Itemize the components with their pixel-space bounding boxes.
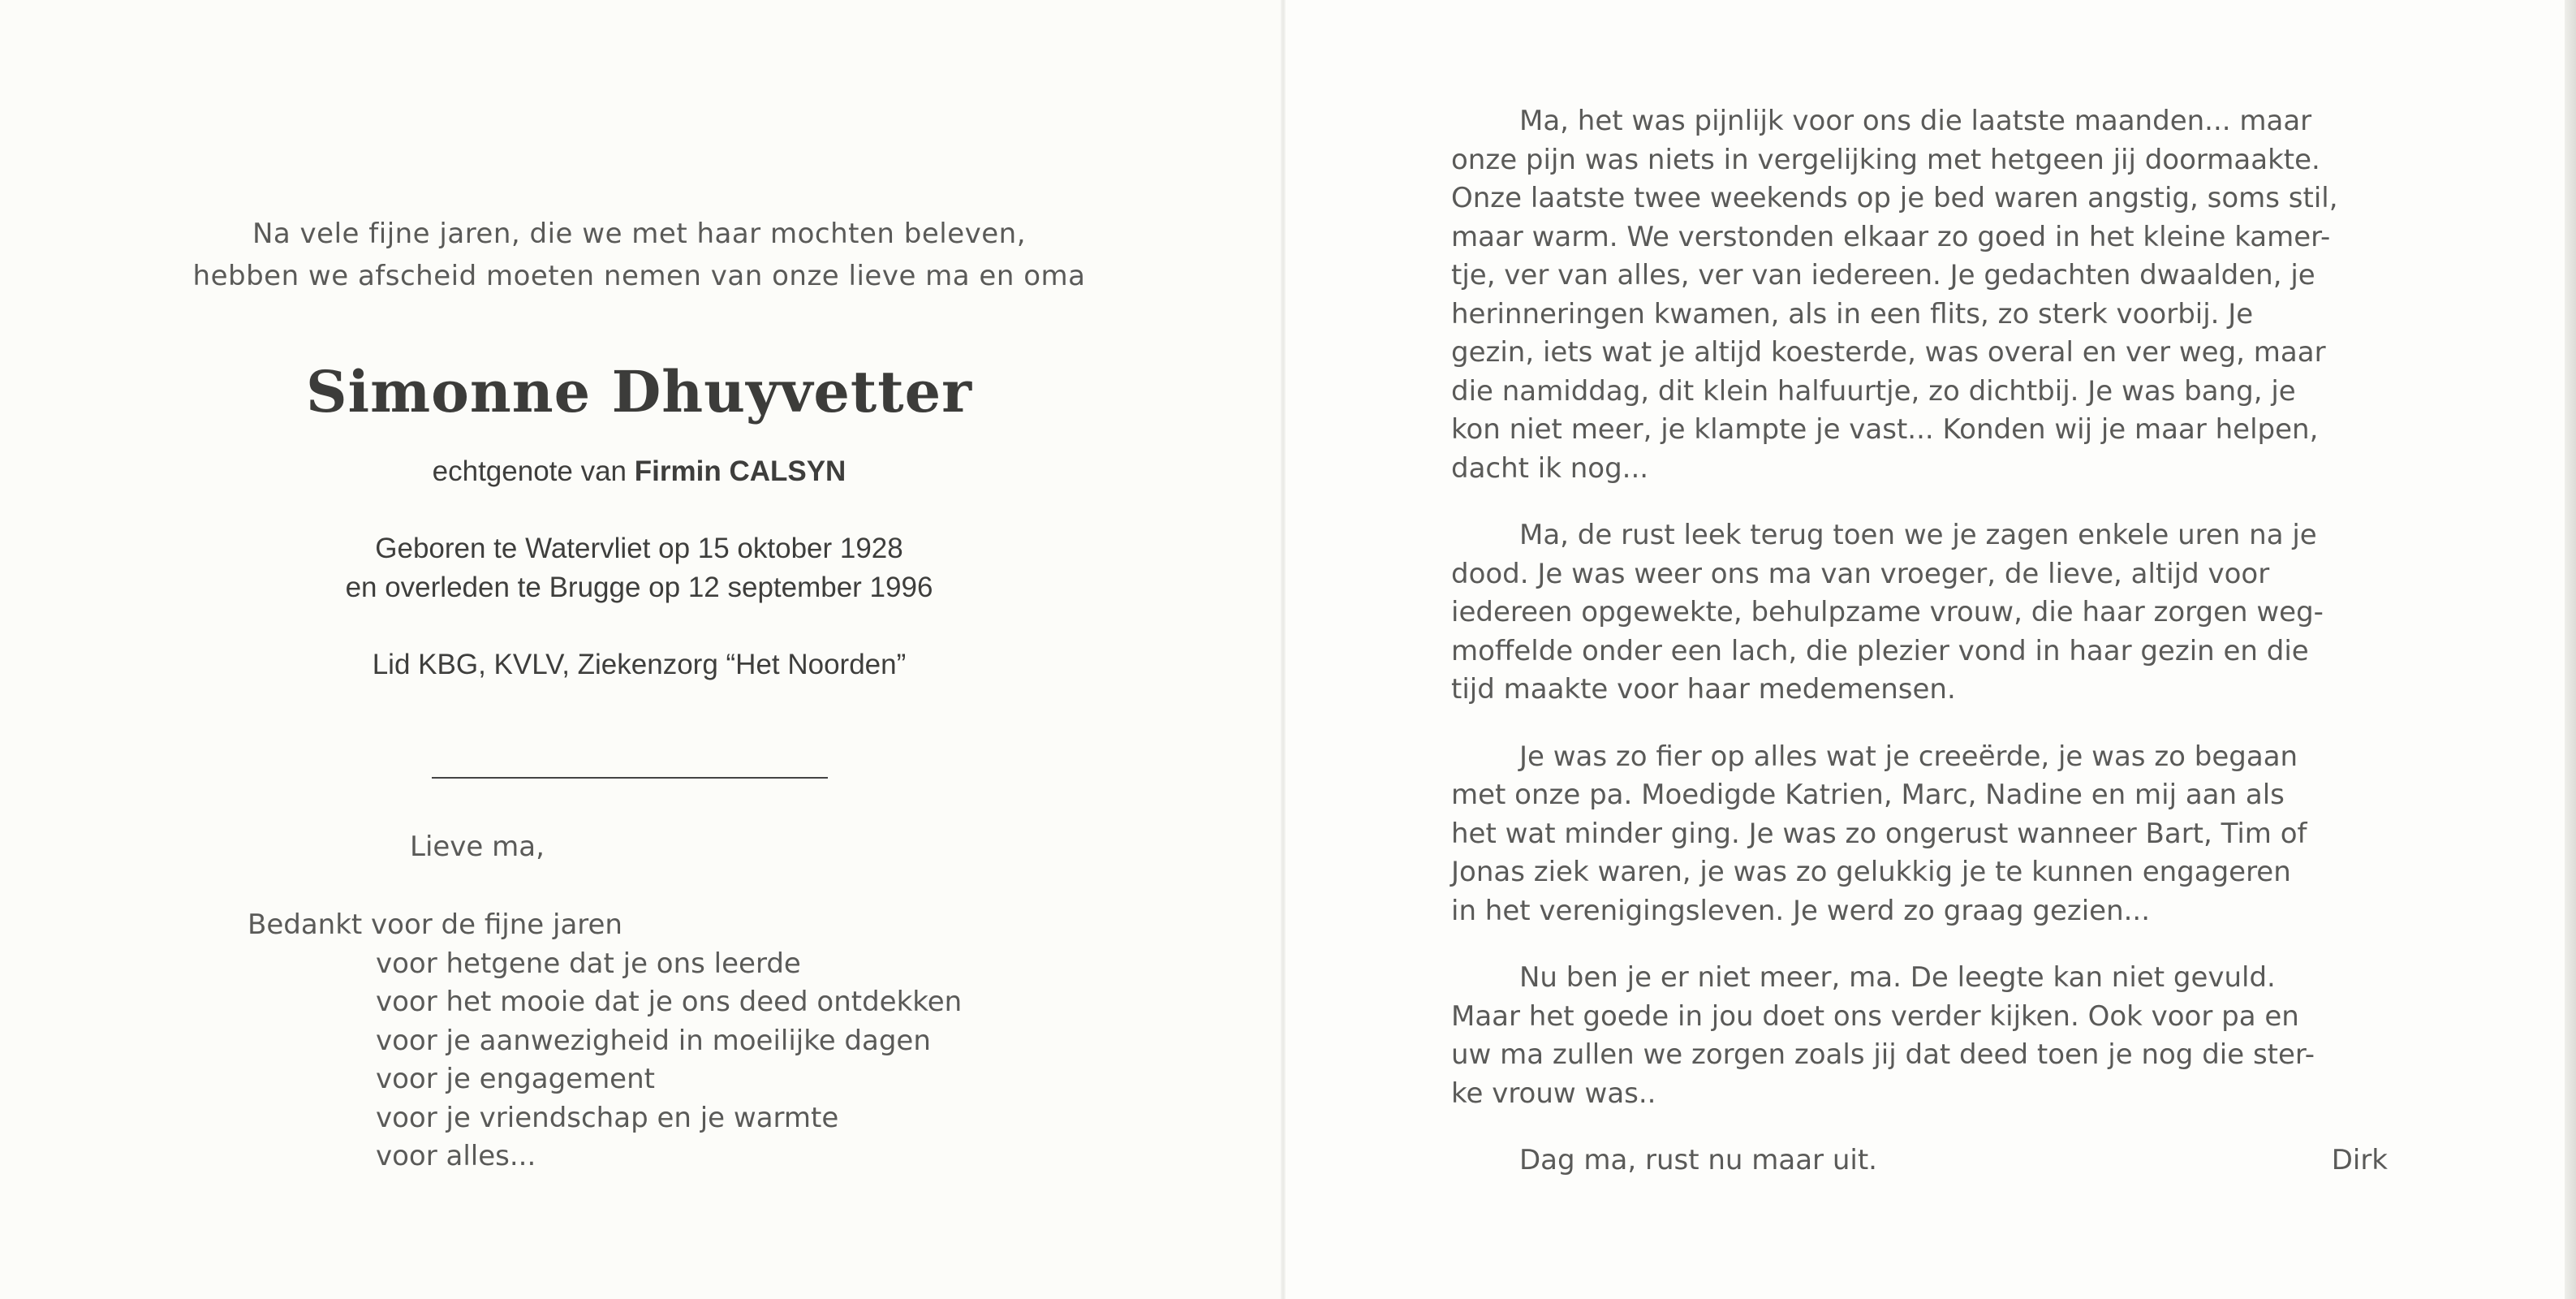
letter-line: het wat minder ging. Je was zo ongerust wanneer Bart, Tim of <box>1451 817 2307 850</box>
divider <box>432 777 828 779</box>
letter-line: moffelde onder een lach, die plezier vond in haar gezin en die <box>1451 634 2309 667</box>
intro-line: Na vele fijne jaren, die we met haar mochten beleven, <box>252 218 1027 250</box>
poem-greeting: Lieve ma, <box>410 831 545 863</box>
poem-line: voor het mooie dat je ons deed ontdekken <box>376 986 963 1018</box>
membership-line: Lid KBG, KVLV, Ziekenzorg “Het Noorden” <box>372 649 907 680</box>
letter-line: onze pijn was niets in vergelijking met hetgeen jij doormaakte. <box>1451 143 2320 176</box>
deceased-name: Simonne Dhuyvetter <box>305 358 973 425</box>
page-fold <box>1281 0 1286 1299</box>
letter-paragraph <box>1451 959 2388 1113</box>
closing-text: Dag ma, rust nu maar uit. <box>1519 1144 1877 1176</box>
poem-line: voor je vriendschap en je warmte <box>376 1101 839 1134</box>
letter-line: Nu ben je er niet meer, ma. De leegte kan niet gevuld. <box>1519 961 2276 994</box>
letter-line: herinneringen kwamen, als in een flits, zo sterk voorbij. Je <box>1451 297 2254 330</box>
letter-line: kon niet meer, je klampte je vast... Konden wij je maar helpen, <box>1451 413 2319 446</box>
letter-line: ke vrouw was.. <box>1451 1077 1656 1110</box>
poem-line: voor hetgene dat je ons leerde <box>376 947 801 980</box>
letter-line: iedereen opgewekte, behulpzame vrouw, die haar zorgen weg- <box>1451 596 2324 628</box>
letter-line: die namiddag, dit klein halfuurtje, zo dichtbij. Je was bang, je <box>1451 374 2296 408</box>
spouse-prefix: echtgenote van <box>432 455 627 487</box>
signature: Dirk <box>2331 1144 2388 1176</box>
poem-line: voor je engagement <box>376 1063 655 1095</box>
life-dates <box>130 529 1148 607</box>
spouse-line <box>130 451 1148 492</box>
intro-line: hebben we afscheid moeten nemen van onze lieve ma en oma <box>192 260 1086 292</box>
letter-line: dood. Je was weer ons ma van vroeger, de lieve, altijd voor <box>1451 557 2270 590</box>
death-line: en overleden te Brugge op 12 september 1996 <box>345 572 933 603</box>
letter-line: Je was zo fier op alles wat je creeërde, je was zo begaan <box>1519 740 2298 773</box>
letter-line: maar warm. We verstonden elkaar zo goed in het kleine kamer- <box>1451 220 2331 253</box>
letter-line: tijd maakte voor haar medemensen. <box>1451 673 1956 706</box>
poem-line: voor alles... <box>376 1140 536 1172</box>
letter-line: dacht ik nog... <box>1451 451 1649 485</box>
letter-line: Maar het goede in jou doet ons verder kijken. Ook voor pa en <box>1451 999 2299 1033</box>
letter-line: uw ma zullen we zorgen zoals jij dat deed toen je nog die ster- <box>1451 1038 2315 1071</box>
letter-paragraph <box>1451 738 2388 931</box>
letter-line: Onze laatste twee weekends op je bed waren angstig, soms stil, <box>1451 182 2338 214</box>
letter-line: met onze pa. Moedigde Katrien, Marc, Nadine en mij aan als <box>1451 779 2285 811</box>
letter-line: gezin, iets wat je altijd koesterde, was overal en ver weg, maar <box>1451 336 2326 369</box>
card-edge <box>2565 0 2576 1299</box>
spouse-name: Firmin CALSYN <box>634 455 846 487</box>
letter-line: Ma, de rust leek terug toen we je zagen enkele uren na je <box>1519 519 2317 551</box>
birth-line: Geboren te Watervliet op 15 oktober 1928 <box>375 533 903 564</box>
letter-line: in het verenigingsleven. Je werd zo graag gezien... <box>1451 894 2151 927</box>
letter-closing <box>1451 1141 2388 1180</box>
poem-line: Bedankt voor de fijne jaren <box>248 908 622 941</box>
letter-paragraph <box>1451 516 2388 710</box>
letter-paragraph <box>1451 102 2388 488</box>
intro-text <box>130 213 1148 297</box>
letter-line: tje, ver van alles, ver van iedereen. Je gedachten dwaalden, je <box>1451 259 2315 291</box>
letter <box>1451 102 2388 1180</box>
poem-line: voor je aanwezigheid in moeilijke dagen <box>376 1024 931 1057</box>
poem-lines <box>248 906 962 1176</box>
letter-line: Ma, het was pijnlijk voor ons die laatste maanden... maar <box>1519 105 2312 137</box>
letter-line: Jonas ziek waren, je was zo gelukkig je te kunnen engageren <box>1451 856 2291 888</box>
